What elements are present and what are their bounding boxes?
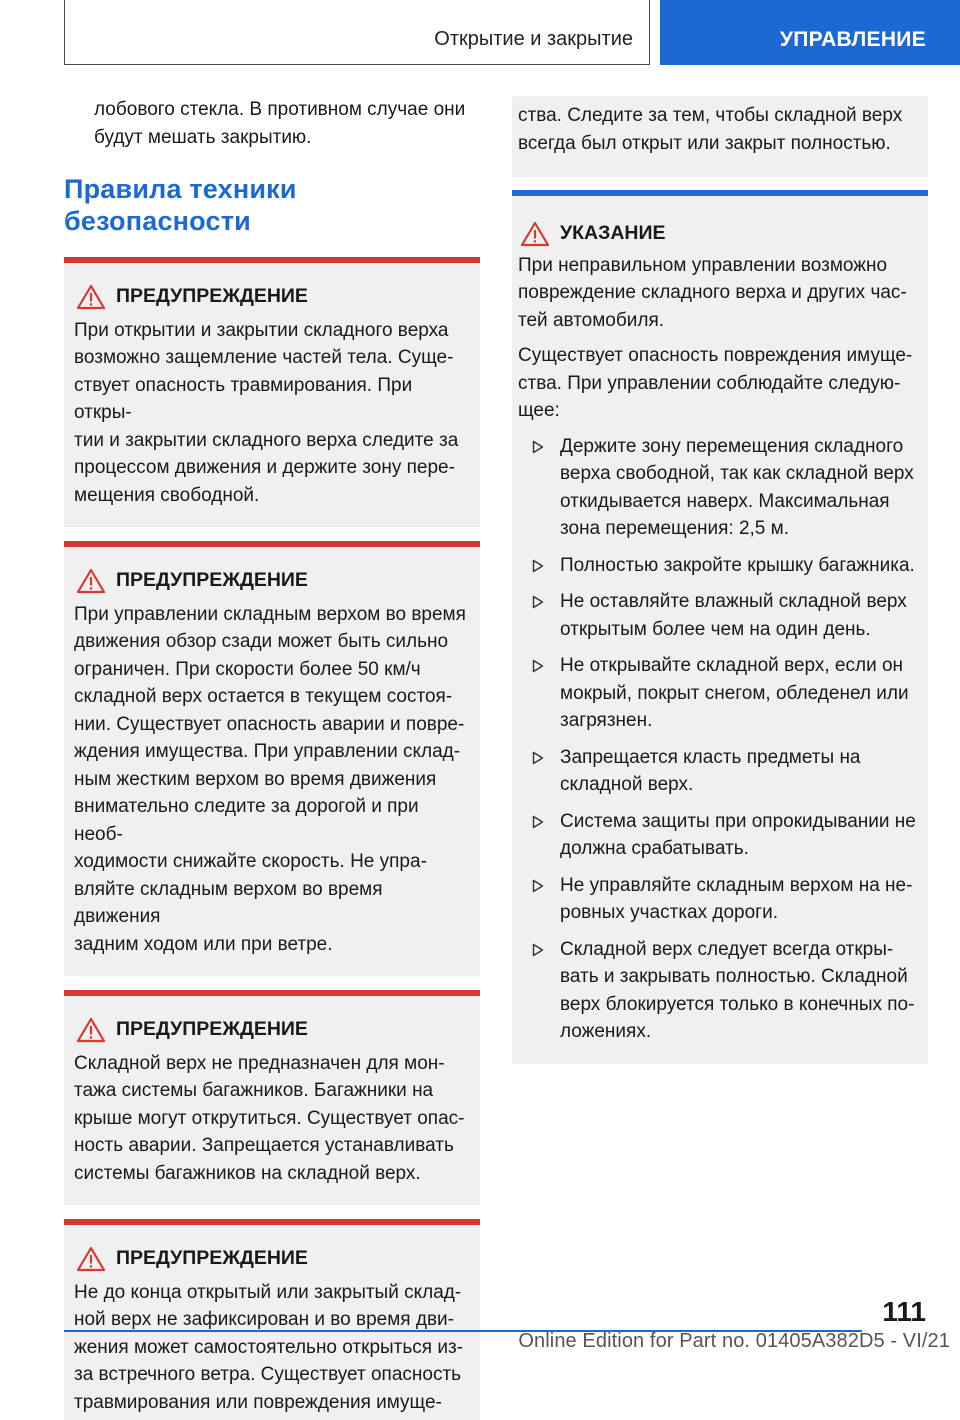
text-line: всегда был открыт или закрыт полностью. [518,132,891,154]
warning-continuation [512,96,928,177]
warning-box [64,257,480,527]
list-item: Система защиты при опрокидывании не должна срабатывать. [518,808,922,863]
notice-box [512,190,928,1064]
list-item: Полностью закройте крышку багажника. [518,552,922,580]
section-title: Открытие и закрытие [434,28,633,50]
left-column [64,96,480,1420]
header-section-tab [64,0,650,65]
list-item: Не открывайте складной верх, если он мокрый, покрыт снегом, обледенел или загрязнен. [518,652,922,735]
triangle-right-icon [532,659,544,673]
triangle-right-icon [532,815,544,829]
warning-text: Не до конца открытый или закрытый склад- ной верх не зафиксирован и во время дви- жения может самостоятельно открыться из- за встречного ветра. Существует опасность травмирования или повреждения имуще- [74,1281,463,1413]
triangle-right-icon [532,943,544,957]
text-line: ства. Следите за тем, чтобы складной верх [518,105,903,126]
warning-triangle-icon [76,284,106,310]
edition-footer: Online Edition for Part no. 01405A382D5 - VI/21 [518,1330,950,1352]
warning-text: Складной верх не предназначен для мон- тажа системы багажников. Багажники на крыше могут открутиться. Существует опас- ность аварии. Запрещается устанавливать системы багажников на складной верх. [74,1052,465,1184]
warning-text: При открытии и закрытии складного верха возможно защемление частей тела. Суще- ствует опасность травмирования. При откры- тии и закрытии складного верха следите за процессом движения и держите зону пере- мещения свободной. [74,319,459,506]
warning-triangle-icon [76,1246,106,1272]
warning-title: ПРЕДУПРЕЖДЕНИЕ [116,569,308,591]
list-item: Не управляйте складным верхом на не- ровных участках дороги. [518,872,922,927]
warning-box [64,541,480,976]
header-chapter-tab [660,0,960,65]
warning-triangle-icon [520,221,550,247]
list-item: Не оставляйте влажный складной верх открытым более чем на один день. [518,588,922,643]
warning-title: ПРЕДУПРЕЖДЕНИЕ [116,1247,308,1269]
page-number: 111 [882,1296,926,1327]
warning-header [74,1016,470,1044]
notice-list [518,433,922,1046]
warning-box [64,1219,480,1420]
triangle-right-icon [532,559,544,573]
list-item: Складной верх следует всегда откры- вать и закрывать полностью. Складной верх блокируется только в конечных по- ложениях. [518,936,922,1046]
notice-text: Существует опасность повреждения имуще- ства. При управлении соблюдайте следую- щее: [518,345,913,421]
warning-header [74,1245,470,1273]
list-item: Запрещается класть предметы на складной верх. [518,744,922,799]
notice-header [518,220,922,248]
triangle-right-icon [532,595,544,609]
warning-triangle-icon [76,568,106,594]
notice-title: УКАЗАНИЕ [560,222,666,244]
warning-header [74,283,470,311]
warning-title: ПРЕДУПРЕЖДЕНИЕ [116,1018,308,1040]
triangle-right-icon [532,879,544,893]
chapter-title: УПРАВЛЕНИЕ [779,28,926,51]
text-line: лобового стекла. В противном случае они [94,99,466,120]
triangle-right-icon [532,751,544,765]
warning-header [74,567,470,595]
notice-text: При неправильном управлении возможно повреждение складного верха и других час- тей автомобиля. [518,254,907,331]
warning-text: При управлении складным верхом во время движения обзор сзади может быть сильно ограничен. При скорости более 50 км/ч складной верх остается в текущем состоя- нии. Существует опасность аварии и повре- ждения имущества. При управлении склад- ным жестким верхом во время движения внимательно следите за дорогой и при необ- ходимости снижайте скорость. Не упра- вляйте складным верхом во время движения задним ходом или при ветре. [74,603,466,955]
warning-box [64,990,480,1205]
right-column [512,96,928,1064]
warning-triangle-icon [76,1017,106,1043]
intro-text [64,96,480,151]
warning-title: ПРЕДУПРЕЖДЕНИЕ [116,285,308,307]
triangle-right-icon [532,440,544,454]
page-heading: Правила техники безопасности [64,174,297,236]
text-line: будут мешать закрытию. [94,126,312,148]
list-item: Держите зону перемещения складного верха свободной, так как складной верх откидывается наверх. Максимальная зона перемещения: 2,5 м. [518,433,922,543]
